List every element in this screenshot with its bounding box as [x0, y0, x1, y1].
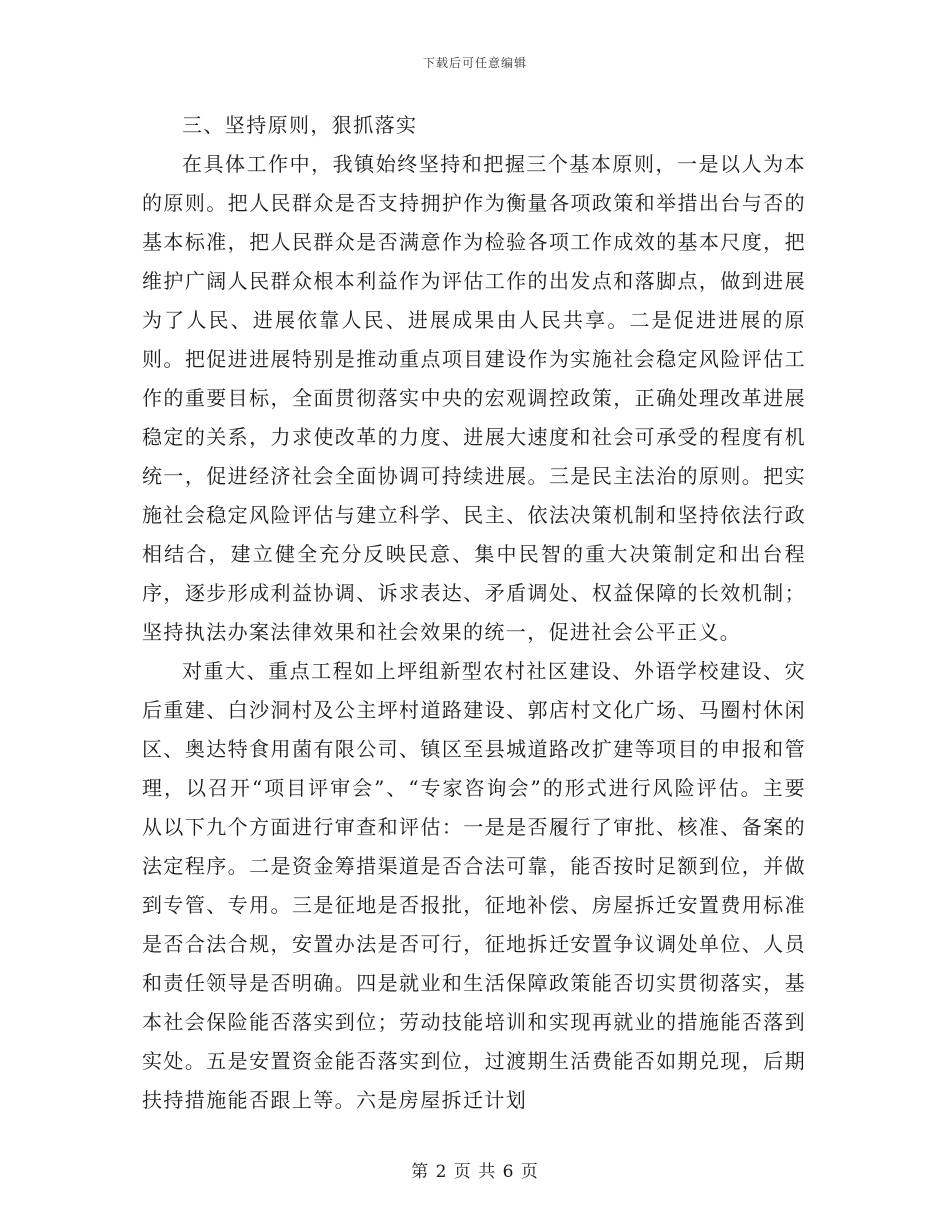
document-body [142, 106, 806, 1120]
paragraph-1: 在具体工作中，我镇始终坚持和把握三个基本原则，一是以人为本的原则。把人民群众是否支持拥护作为衡量各项政策和举措出台与否的基本标准，把人民群众是否满意作为检验各项工作成效的基本尺度，把维护广阔人民群众根本利益作为评估工作的出发点和落脚点，做到进展为了人民、进展依靠人民、进展成果由人民共享。二是促进进展的原则。把促进进展特别是推动重点项目建设作为实施社会稳定风险评估工作的重要目标，全面贯彻落实中央的宏观调控政策，正确处理改革进展稳定的关系，力求使改革的力度、进展大速度和社会可承受的程度有机统一，促进经济社会全面协调可持续进展。三是民主法治的原则。把实施社会稳定风险评估与建立科学、民主、依法决策机制和坚持依法行政相结合，建立健全充分反映民意、集中民智的重大决策制定和出台程序，逐步形成利益协调、诉求表达、矛盾调处、权益保障的长效机制；坚持执法办案法律效果和社会效果的统一，促进社会公平正义。 [142, 152, 806, 644]
page-footer [0, 1157, 950, 1182]
section-heading: 三、坚持原则，狠抓落实 [182, 113, 418, 137]
page-header: 下载后可任意编辑 [422, 56, 527, 70]
page-number: 第 2 页 共 6 页 [411, 1162, 539, 1182]
paragraph-2: 对重大、重点工程如上坪组新型农村社区建设、外语学校建设、灾后重建、白沙洞村及公主坪村道路建设、郭店村文化广场、马圈村休闲区、奥达特食用菌有限公司、镇区至县城道路改扩建等项目的申报和管理，以召开“项目评审会”、“专家咨询会”的形式进行风险评估。主要从以下九个方面进行审查和评估：一是是否履行了审批、核准、备案的法定程序。二是资金筹措渠道是否合法可靠，能否按时足额到位，并做到专管、专用。三是征地是否报批，征地补偿、房屋拆迁安置费用标准是否合法合规，安置办法是否可行，征地拆迁安置争议调处单位、人员和责任领导是否明确。四是就业和生活保障政策能否切实贯彻落实，基本社会保险能否落实到位；劳动技能培训和实现再就业的措施能否落到实处。五是安置资金能否落实到位，过渡期生活费能否如期兑现，后期扶持措施能否跟上等。六是房屋拆迁计划 [142, 659, 806, 1112]
